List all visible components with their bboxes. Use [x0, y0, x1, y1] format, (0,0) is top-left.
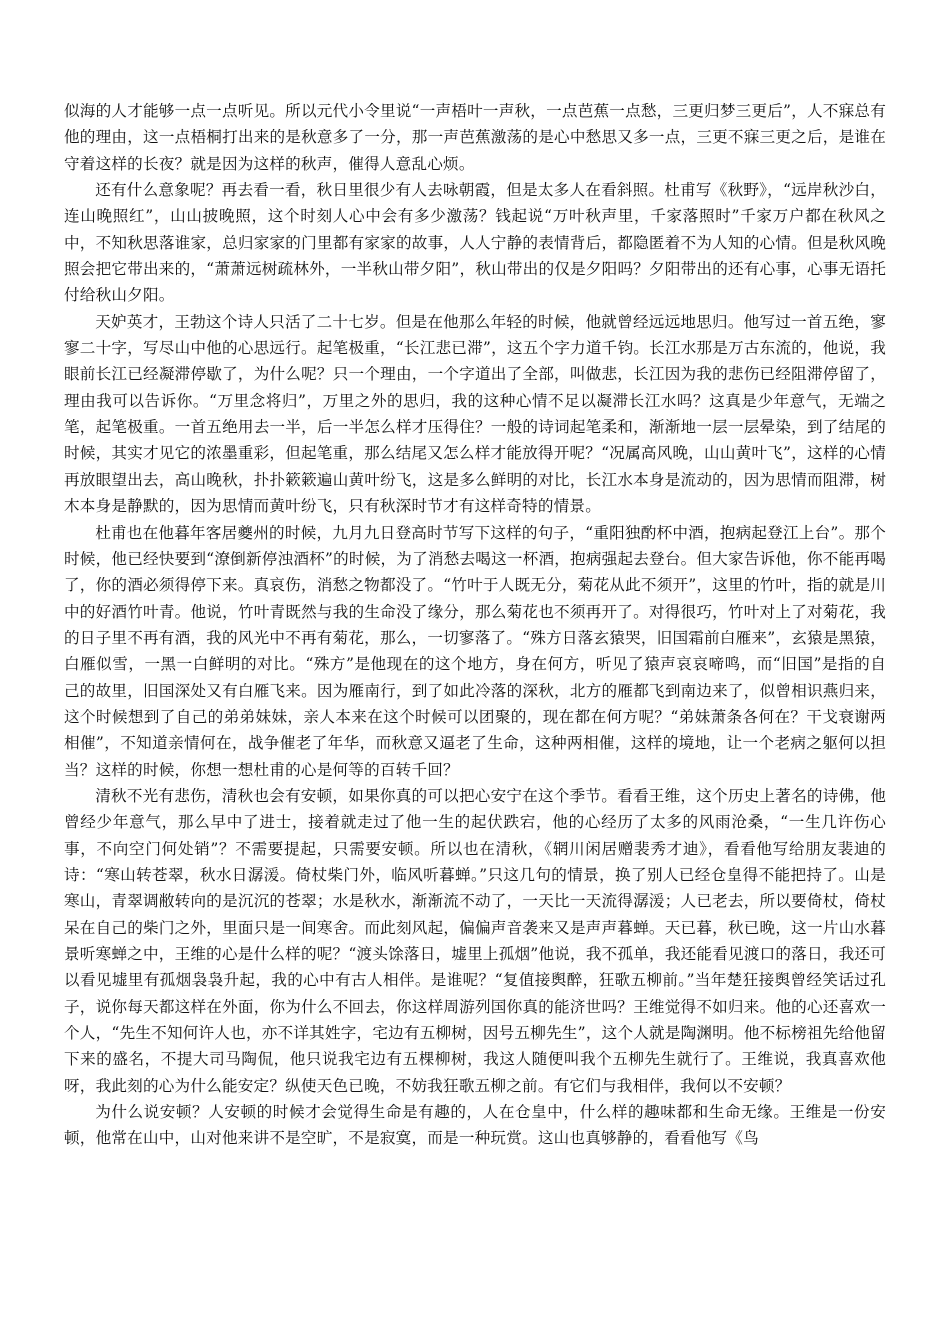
paragraph-4: 杜甫也在他暮年客居夔州的时候，九月九日登高时节写下这样的句子，“重阳独酌杯中酒，抱病起登江上台”。那个时候，他已经快要到“潦倒新停浊酒杯”的时候，为了消愁去喝这一杯酒，抱病强起去登台。但大家告诉他，你不能再喝了，你的酒必须得停下来。真哀伤，消愁之物都没了。“竹叶于人既无分，菊花从此不须开”，这里的竹叶，指的就是川中的好酒竹叶青。他说，竹叶青既然与我的生命没了缘分，那么菊花也不须再开了。对得很巧，竹叶对上了对菊花，我的日子里不再有酒，我的风光中不再有菊花，那么，一切寥落了。“殊方日落玄猿哭，旧国霜前白雁来”，玄猿是黑猿，白雁似雪，一黑一白鲜明的对比。“殊方”是他现在的这个地方，身在何方，听见了猿声哀哀啼鸣，而“旧国”是指的自己的故里，旧国深处又有白雁飞来。因为雁南行，到了如此冷落的深秋，北方的雁都飞到南边来了，似曾相识燕归来，这个时候想到了自己的弟弟妹妹，亲人本来在这个时候可以团聚的，现在都在何方呢？“弟妹萧条各何在？干戈衰谢两相催”，不知道亲情何在，战争催老了年华，而秋意又逼老了生命，这种两相催，这样的境地，让一个老病之躯何以担当？这样的时候，你想一想杜甫的心是何等的百转千回？	[64, 523, 886, 779]
paragraph-3: 天妒英才，王勃这个诗人只活了二十七岁。但是在他那么年轻的时候，他就曾经远远地思归。他写过一首五绝，寥寥二十字，写尽山中他的心思远行。起笔极重，“长江悲已滞”，这五个字力道千钧。长江水那是万古东流的，他说，我眼前长江已经凝滞停歇了，为什么呢？只一个理由，一个字道出了全部，叫做悲，长江因为我的悲伤已经阻滞停留了，理由我可以告诉你。“万里念将归”，万里之外的思归，我的这种心情不足以凝滞长江水吗？这真是少年意气，无端之笔，起笔极重。一首五绝用去一半，后一半怎么样才压得住？一般的诗词起笔柔和，渐渐地一层一层晕染，到了结尾的时候，其实才见它的浓墨重彩，但起笔重，那么结尾又怎么样才能放得开呢？“况属高风晚，山山黄叶飞”，这样的心情再放眼望出去，高山晚秋，扑扑簌簌遍山黄叶纷飞，这是多么鲜明的对比，长江水本身是流动的，因为思情而阻滞，树木本身是静默的，因为思情而黄叶纷飞，只有秋深时节才有这样奇特的情景。	[64, 312, 886, 516]
paragraph-5: 清秋不光有悲伤，清秋也会有安顿，如果你真的可以把心安宁在这个季节。看看王维，这个历史上著名的诗佛，他曾经少年意气，那么早中了进士，接着就走过了他一生的起伏跌宕，他的心经历了太多的风雨沧桑，“一生几许伤心事，不向空门何处销”？不需要提起，只需要安顿。所以也在清秋，《辋川闲居赠裴秀才迪》，看看他写给朋友裴迪的诗：“寒山转苍翠，秋水日潺湲。倚杖柴门外，临风听暮蝉。”只这几句的情景，换了别人已经仓皇得不能把持了。山是寒山，青翠调敝转向的是沉沉的苍翠；水是秋水，渐渐流不动了，一天比一天流得潺湲；人已老去，所以要倚杖，倚杖呆在自己的柴门之外，里面只是一间寒舍。而此刻风起，偏偏声音袭来又是声声暮蝉。天已暮，秋已晚，这一片山水暮景听寒蝉之中，王维的心是什么样的呢？“渡头馀落日，墟里上孤烟”他说，我不孤单，我还能看见渡口的落日，我还可以看见墟里有孤烟袅袅升起，我的心中有古人相伴。是谁呢？“复值接舆醉，狂歌五柳前。”当年楚狂接舆曾经笑话过孔子，说你每天都这样在外面，你为什么不回去，你这样周游列国你真的能济世吗？王维觉得不如归来。他的心还喜欢一个人，“先生不知何许人也，亦不详其姓字，宅边有五柳树，因号五柳先生”，这个人就是陶渊明。他不标榜祖先给他留下来的盛名，不提大司马陶侃，他只说我宅边有五棵柳树，我这人随便叫我个五柳先生就行了。王维说，我真喜欢他呀，我此刻的心为什么能安定？纵使天色已晚，不妨我狂歌五柳之前。有它们与我相伴，我何以不安顿？	[64, 786, 886, 1095]
paragraph-2: 还有什么意象呢？再去看一看，秋日里很少有人去咏朝霞，但是太多人在看斜照。杜甫写《秋野》，“远岸秋沙白，连山晚照红”，山山披晚照，这个时刻人心中会有多少激荡？钱起说“万叶秋声里，千家落照时”千家万户都在秋风之中，不知秋思落谁家，总归家家的门里都有家家的故事，人人宁静的表情背后，都隐匿着不为人知的心情。但是秋风晚照会把它带出来的，“萧萧远树疏林外，一半秋山带夕阳”，秋山带出的仅是夕阳吗？夕阳带出的还有心事，心事无语托付给秋山夕阳。	[64, 181, 886, 305]
document-body	[64, 98, 886, 1152]
paragraph-1: 似海的人才能够一点一点听见。所以元代小令里说“一声梧叶一声秋，一点芭蕉一点愁，三更归梦三更后”，人不寐总有他的理由，这一点梧桐打出来的是秋意多了一分，那一声芭蕉激荡的是心中愁思又多一点，三更不寐三更之后，是谁在守着这样的长夜？就是因为这样的秋声，催得人意乱心烦。	[64, 102, 886, 173]
paragraph-6: 为什么说安顿？人安顿的时候才会觉得生命是有趣的，人在仓皇中，什么样的趣味都和生命无缘。王维是一份安顿，他常在山中，山对他来讲不是空旷，不是寂寞，而是一种玩赏。这山也真够静的，看看他写《鸟	[64, 1103, 886, 1148]
